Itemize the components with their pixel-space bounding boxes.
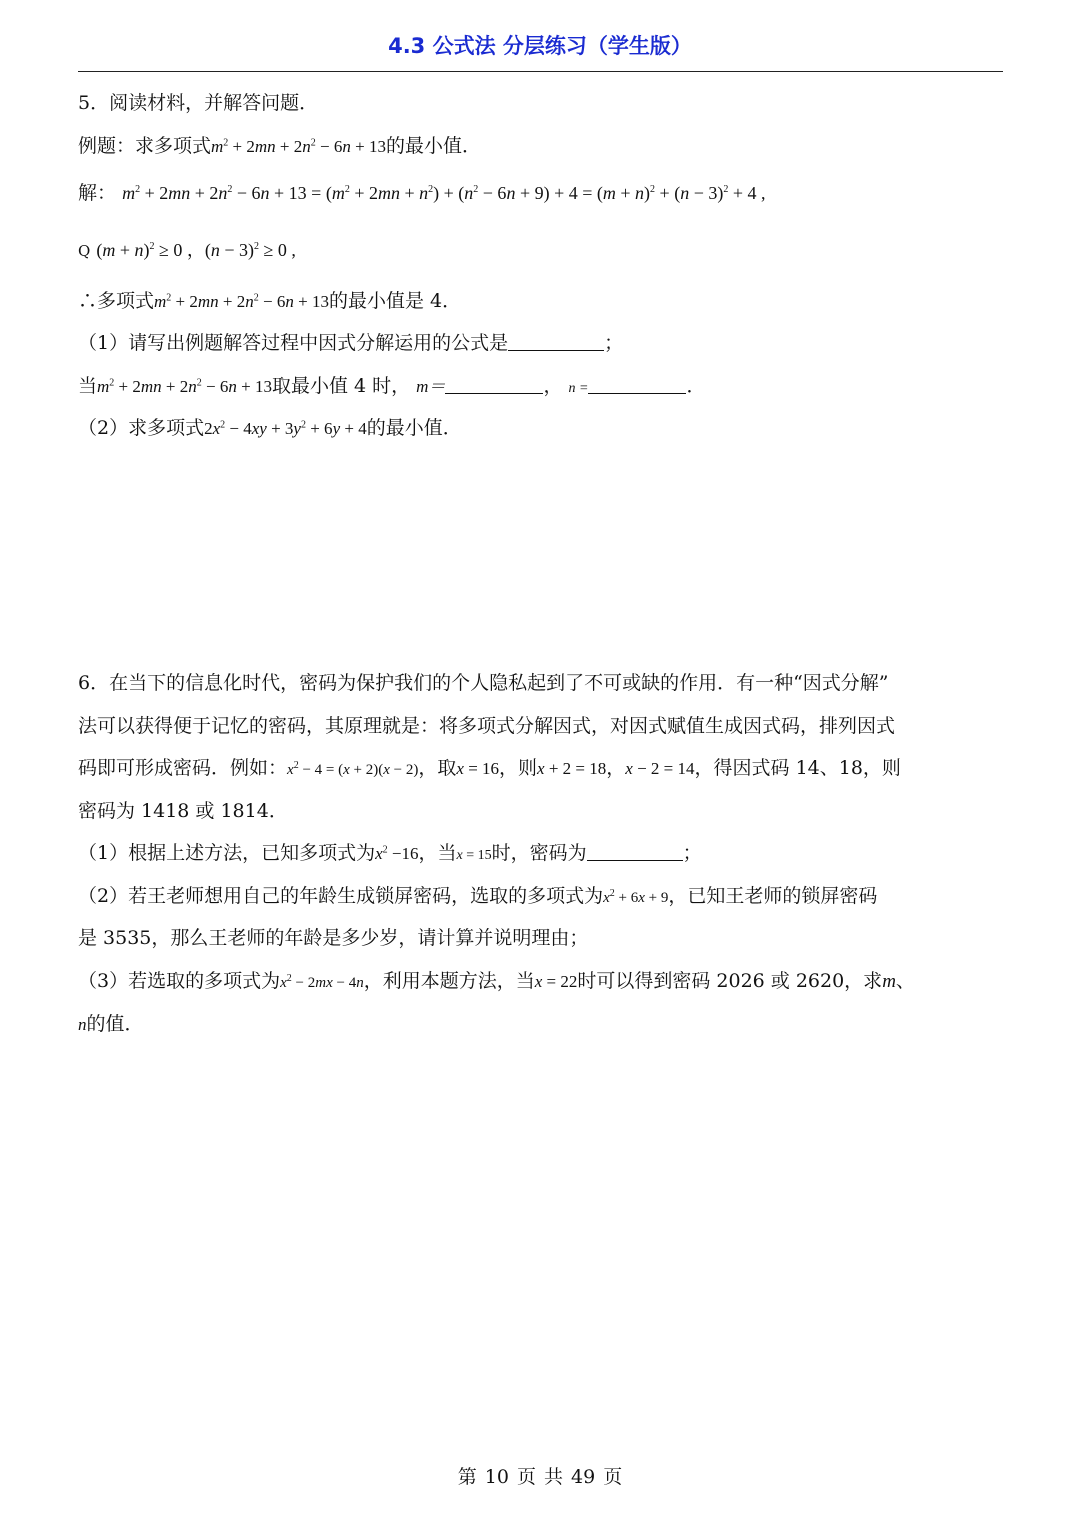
footer-word: 页 [603, 1466, 623, 1488]
comma: ， [543, 375, 563, 397]
math-expression: $x^2 - 2mx - 4n$ [280, 973, 364, 991]
period: ． [686, 375, 706, 397]
q6-part1-c: 时，密码为 [491, 842, 587, 864]
math-expression: $m^2 + 2mn + 2n^2 - 6n + 13 = (m^2 + 2mn + n^2) + (n^2 - 6n + 9) + 4 = (m + n)^2 + (n - 3)^2 + 4$ , [122, 183, 766, 203]
footer-word: 第 [457, 1466, 477, 1488]
q6-part1-b: ，当 [418, 842, 457, 864]
math-expression: x + 2 = 18 [537, 759, 607, 778]
footer-word: 页 [516, 1466, 536, 1488]
m-label: m＝ [416, 377, 446, 396]
page-footer [0, 1462, 1080, 1489]
q6-part3 [78, 966, 915, 993]
q5-part1b [78, 371, 705, 398]
page-header-title: 4.3 公式法 分层练习（学生版） [388, 34, 692, 58]
answer-blank-m[interactable] [445, 375, 543, 394]
math-expression: x = 22 [534, 972, 578, 991]
math-expression: x = 15 [456, 848, 492, 863]
q6-line-3-b: ，取 [418, 757, 457, 779]
q6-line-4: 密码为 1418 或 1814． [78, 800, 288, 822]
math-expression: $m^2 + 2mn + 2n^2 - 6n + 13$ [97, 377, 272, 396]
q6-part2 [78, 881, 877, 908]
q6-line-1: 6．在当下的信息化时代，密码为保护我们的个人隐私起到了不可或缺的作用．有一种“因式分解” [78, 672, 889, 694]
math-expression: $x^2 -16$ [375, 844, 419, 863]
because-symbol: Q [78, 242, 91, 260]
total-pages: 49 [571, 1466, 596, 1488]
q5-stem: 5．阅读材料，并解答问题． [78, 92, 319, 114]
q5-example-label: 例题：求多项式 [78, 135, 212, 157]
q6-part2-cont: 是 3535，那么王老师的年龄是多少岁，请计算并说明理由； [78, 927, 589, 949]
q6-part2-b: ，已知王老师的锁屏密码 [668, 885, 878, 907]
q5-part1b-label: 当 [78, 375, 98, 397]
q5-part2-text: （2）求多项式 [78, 417, 205, 439]
q6-line-3-d: ， [606, 757, 626, 779]
footer-word: 共 [544, 1466, 564, 1488]
q6-part1-a: （1）根据上述方法，已知多项式为 [78, 842, 376, 864]
q6-part1-end: ； [682, 842, 702, 864]
q5-example-tail: 的最小值． [385, 135, 481, 157]
q5-therefore-label: ∴多项式 [78, 290, 155, 312]
answer-blank[interactable] [508, 332, 604, 351]
page-number: 10 [484, 1466, 509, 1488]
var-m: m [882, 971, 896, 992]
math-expression: x − 2 = 14 [625, 759, 695, 778]
answer-blank-n[interactable] [588, 375, 686, 394]
math-expression: $(m + n)^2 \ge 0$ ，$(n - 3)^2 \ge 0$ , [96, 240, 296, 260]
q5-part1 [78, 328, 623, 355]
n-label: n = [568, 381, 589, 396]
q6-part3-c: 时可以得到密码 2026 或 2620，求 [577, 970, 883, 992]
q6-part3-b: ，利用本题方法，当 [363, 970, 535, 992]
q5-solution [78, 178, 766, 205]
q5-solution-label: 解： [78, 182, 117, 204]
q5-part2-tail: 的最小值． [366, 417, 462, 439]
q5-example [78, 131, 481, 158]
math-expression: x = 16 [456, 759, 500, 778]
q5-because [78, 236, 296, 262]
q6-part3-a: （3）若选取的多项式为 [78, 970, 281, 992]
q6-line-3-a: 码即可形成密码．例如： [78, 757, 288, 779]
math-expression: $x^2 + 6x + 9$ [603, 888, 669, 906]
var-n: n [78, 1015, 87, 1034]
math-expression: $x^2 - 4 = (x + 2)(x - 2)$ [287, 760, 419, 778]
math-expression: $m^2 + 2mn + 2n^2 - 6n + 13$ [211, 137, 386, 156]
q6-line-3-c: ，则 [499, 757, 538, 779]
q6-part3-d: 、 [895, 970, 915, 992]
q5-part1b-mid: 取最小值 4 时， [271, 375, 411, 397]
answer-blank[interactable] [587, 842, 683, 861]
q6-part1 [78, 838, 702, 865]
q6-part3-cont [78, 1009, 144, 1036]
q5-therefore-tail: 的最小值是 4． [328, 290, 462, 312]
q6-line-3-e: ，得因式码 14、18，则 [694, 757, 901, 779]
q5-part1-end: ； [604, 332, 624, 354]
q5-part1-text: （1）请写出例题解答过程中因式分解运用的公式是 [78, 332, 509, 354]
q6-line-2: 法可以获得便于记忆的密码，其原理就是：将多项式分解因式，对因式赋值生成因式码，排列因式 [78, 715, 896, 737]
q5-part2 [78, 413, 462, 440]
q6-part2-a: （2）若王老师想用自己的年龄生成锁屏密码，选取的多项式为 [78, 885, 604, 907]
math-expression: $m^2 + 2mn + 2n^2 - 6n + 13$ [154, 292, 329, 311]
header-rule [78, 71, 1003, 72]
q6-line-3 [78, 753, 901, 780]
q6-part3-e: 的值． [86, 1013, 144, 1035]
math-expression: $2x^2 - 4xy + 3y^2 + 6y + 4$ [204, 419, 367, 438]
q5-therefore [78, 286, 461, 313]
